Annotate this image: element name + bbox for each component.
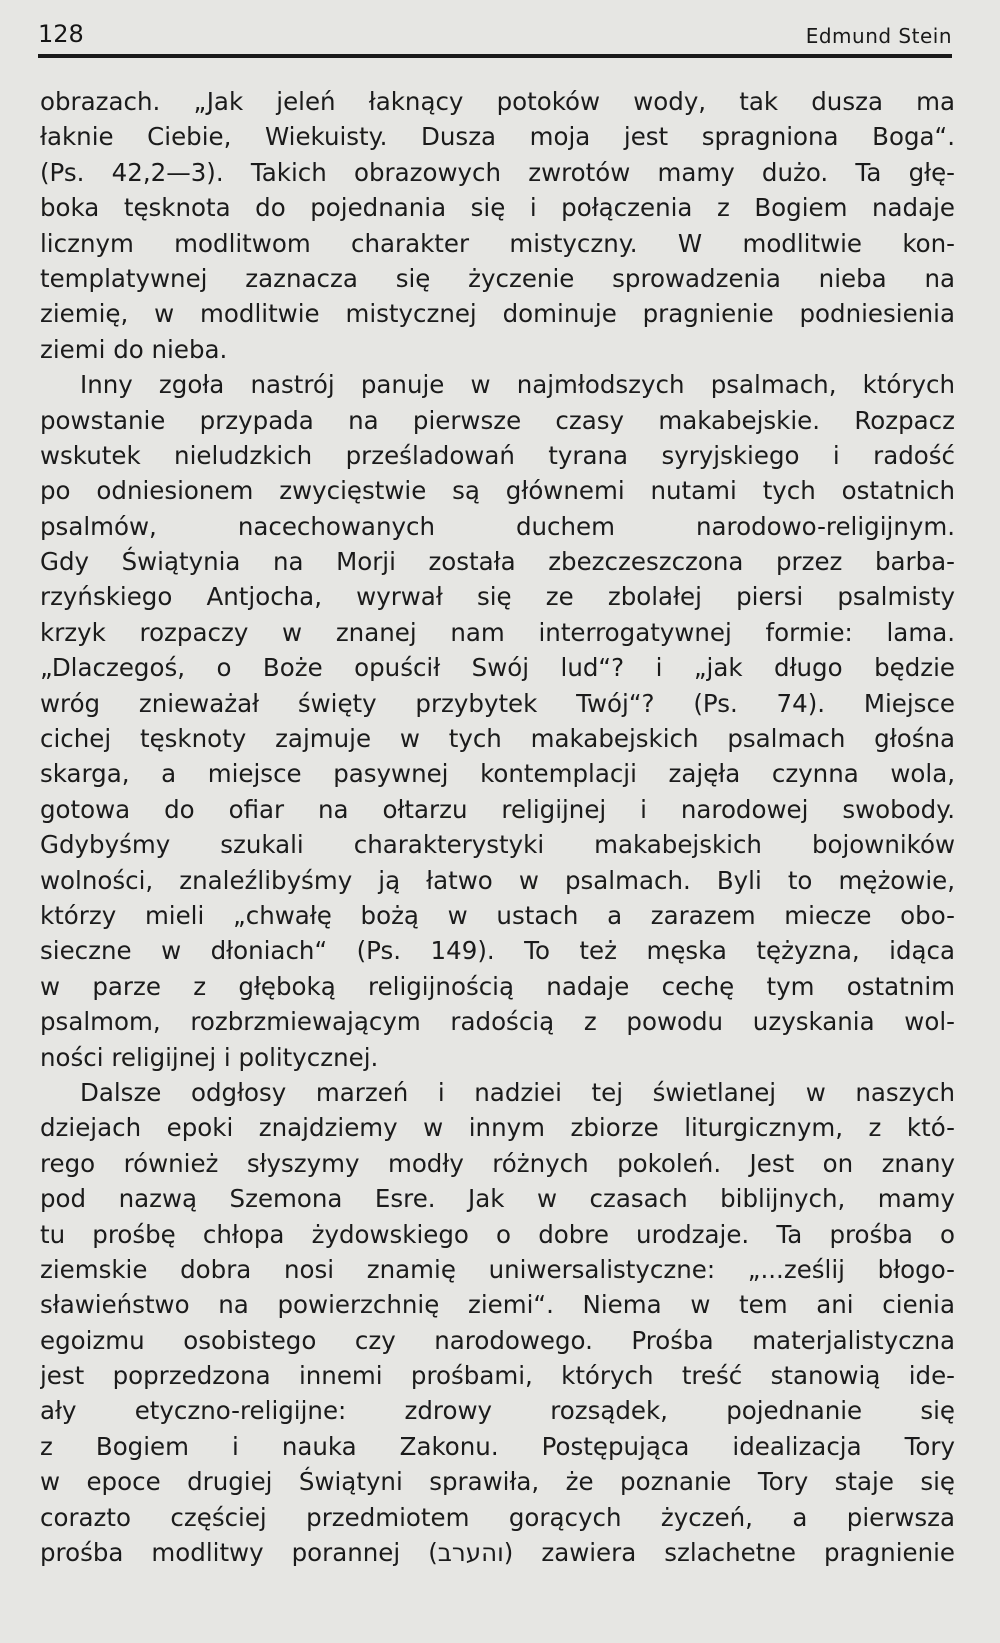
text-line: wolności, znaleźlibyśmy ją łatwo w psalmach. Byli to mężowie, (40, 865, 955, 895)
text-line: templatywnej zaznacza się życzenie sprowadzenia nieba na (40, 263, 955, 293)
text-line: (Ps. 42,2—3). Takich obrazowych zwrotów mamy dużo. Ta głę- (40, 157, 955, 187)
page-number: 128 (38, 20, 84, 48)
text-line: rego również słyszymy modły różnych pokoleń. Jest on znany (40, 1148, 955, 1178)
text-line: sławieństwo na powierzchnię ziemi“. Niema w tem ani cienia (40, 1290, 955, 1320)
text-line: boka tęsknota do pojednania się i połączenia z Bogiem nadaje (40, 193, 955, 223)
text-line: wróg znieważał święty przybytek Twój“? (Ps. 74). Miejsce (40, 688, 955, 718)
text-line: powstanie przypada na pierwsze czasy makabejskie. Rozpacz (40, 405, 955, 435)
text-line: egoizmu osobistego czy narodowego. Prośba materjalistyczna (40, 1325, 955, 1355)
text-line: w epoce drugiej Świątyni sprawiła, że poznanie Tory staje się (40, 1467, 955, 1497)
text-line: rzyńskiego Antjocha, wyrwał się ze zbolałej piersi psalmisty (40, 582, 955, 612)
text-line: łaknie Ciebie, Wiekuisty. Dusza moja jest spragniona Boga“. (40, 122, 955, 152)
text-line: ności religijnej i politycznej. (40, 1042, 379, 1072)
page-header (38, 16, 952, 58)
text-line: cichej tęsknoty zajmuje w tych makabejskich psalmach głośna (40, 724, 955, 754)
text-line: obrazach. „Jak jeleń łaknący potoków wody, tak dusza ma (40, 87, 955, 116)
text-line: wskutek nieludzkich prześladowań tyrana syryjskiego i radość (40, 440, 955, 470)
text-line: dziejach epoki znajdziemy w innym zbiorze liturgicznym, z któ- (40, 1113, 955, 1143)
text-line: w parze z głęboką religijnością nadaje cechę tym ostatnim (40, 971, 955, 1001)
text-line: psalmom, rozbrzmiewającym radością z powodu uzyskania wol- (40, 1007, 955, 1037)
text-line: Gdy Świątynia na Morji została zbezczeszczona przez barba- (40, 547, 955, 577)
text-line: Gdybyśmy szukali charakterystyki makabejskich bojowników (40, 830, 955, 860)
text-line: ziemskie dobra nosi znamię uniwersalistyczne: „...ześlij błogo- (40, 1254, 955, 1284)
text-line: corazto częściej przedmiotem gorących życzeń, a pierwsza (40, 1502, 955, 1532)
text-line: „Dlaczegoś, o Boże opuścił Swój lud“? i „jak długo będzie (40, 653, 955, 683)
text-line: z Bogiem i nauka Zakonu. Postępująca idealizacja Tory (40, 1431, 955, 1461)
text-line: prośba modlitwy porannej (והערב) zawiera szlachetne pragnienie (40, 1538, 955, 1568)
text-line: sieczne w dłoniach“ (Ps. 149). To też męska tężyzna, idąca (40, 936, 955, 966)
text-line: ały etyczno-religijne: zdrowy rozsądek, pojednanie się (40, 1396, 955, 1426)
text-line: licznym modlitwom charakter mistyczny. W modlitwie kon- (40, 228, 955, 258)
text-line: psalmów, nacechowanych duchem narodowo-religijnym. (40, 511, 955, 541)
running-head: Edmund Stein (805, 24, 952, 48)
text-line: którzy mieli „chwałę bożą w ustach a zarazem miecze obo- (40, 900, 955, 930)
text-line: ziemię, w modlitwie mistycznej dominuje pragnienie podniesienia (40, 299, 955, 329)
text-line: ziemi do nieba. (40, 334, 228, 364)
text-line: pod nazwą Szemona Esre. Jak w czasach biblijnych, mamy (40, 1184, 955, 1214)
text-line: krzyk rozpaczy w znanej nam interrogatywnej formie: lama. (40, 617, 955, 647)
text-line: Dalsze odgłosy marzeń i nadziei tej świetlanej w naszych (80, 1077, 955, 1107)
text-line: skarga, a miejsce pasywnej kontemplacji zajęła czynna wola, (40, 759, 955, 789)
text-line: po odniesionem zwycięstwie są głównemi nutami tych ostatnich (40, 476, 955, 506)
body-text (40, 84, 955, 1570)
header-rule (38, 54, 952, 58)
text-line: gotowa do ofiar na ołtarzu religijnej i narodowej swobody. (40, 794, 955, 824)
text-line: tu prośbę chłopa żydowskiego o dobre urodzaje. Ta prośba o (40, 1219, 955, 1249)
text-line: jest poprzedzona innemi prośbami, których treść stanowią ide- (40, 1361, 955, 1391)
text-line: Inny zgoła nastrój panuje w najmłodszych psalmach, których (80, 370, 955, 400)
